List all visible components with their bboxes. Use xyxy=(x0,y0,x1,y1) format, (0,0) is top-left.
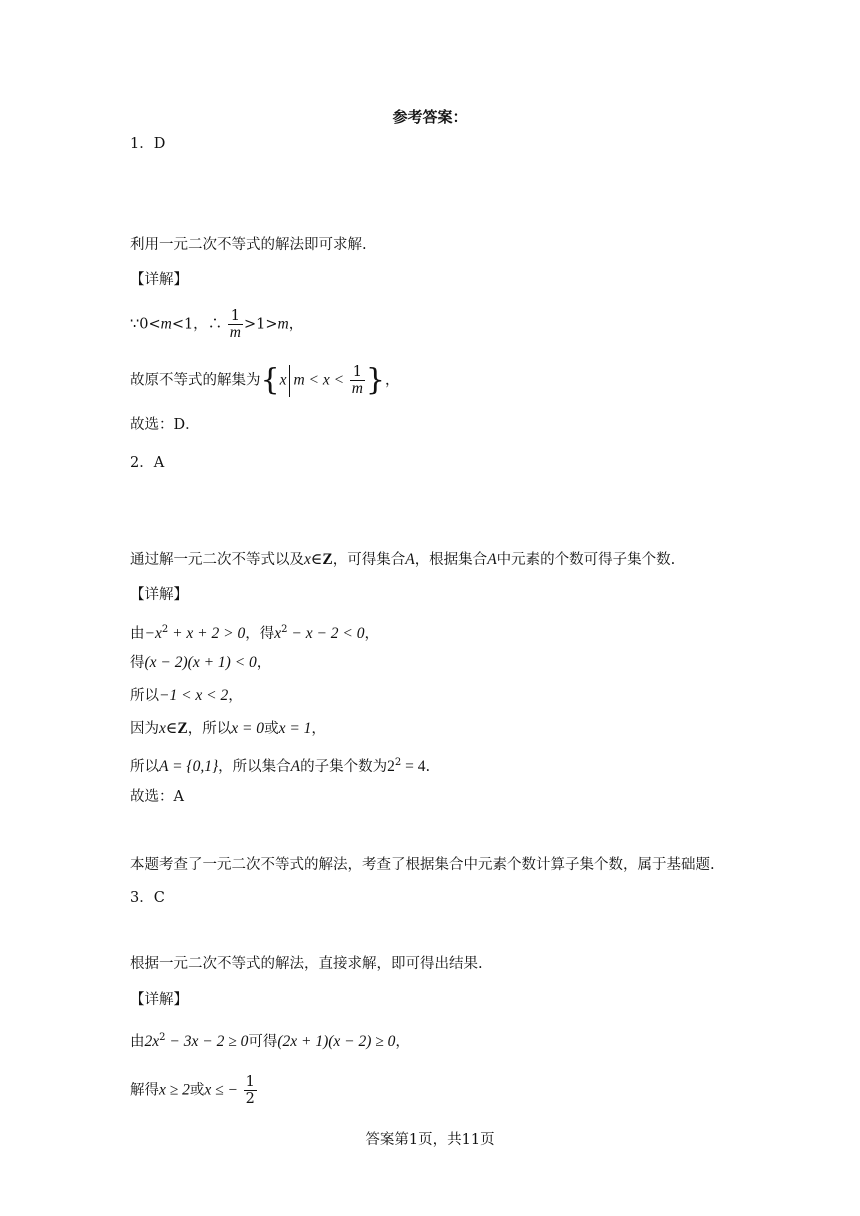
q3-l1-exp: 2 xyxy=(159,1032,166,1043)
q3-l2-a: 解得 xyxy=(130,1082,159,1099)
q2-l1-expr1: −x xyxy=(144,624,162,642)
q1-s2-numerator: 1 xyxy=(350,364,365,381)
q2-analysis-A2: A xyxy=(487,551,497,568)
q2-l3-a: 所以 xyxy=(130,688,159,704)
q1-s2-bar xyxy=(289,365,290,397)
q2-analysis-b: ，可得集合 xyxy=(332,552,406,568)
q2-comment: 本题考查了一元二次不等式的解法，考查了根据集合中元素个数计算子集个数，属于基础题. xyxy=(130,857,715,873)
q2-l5-b: ，所以集合 xyxy=(218,758,291,775)
q2-l4-x: x xyxy=(159,720,166,737)
q2-analysis xyxy=(130,550,675,570)
q1-s1-denominator: m xyxy=(229,324,241,341)
q1-s2-x: x xyxy=(279,371,287,389)
q3-l1-b: 可得 xyxy=(248,1033,278,1050)
q3-l2-denominator: 2 xyxy=(245,1091,255,1107)
page-footer: 答案第1页，共11页 xyxy=(365,1132,495,1148)
q2-l1-expr2b: − x − 2 < 0 xyxy=(287,624,365,642)
q2-l4-e1: x = 0 xyxy=(231,720,265,737)
q1-s1-m2: m xyxy=(277,315,289,333)
q3-answer: 3．C xyxy=(130,890,165,906)
q3-detail-label: 【详解】 xyxy=(130,992,188,1008)
q1-s2-end: ， xyxy=(385,372,400,389)
q1-s2-condition: m < x < xyxy=(293,371,345,389)
q2-l5-A: A xyxy=(290,757,301,775)
q3-analysis: 根据一元二次不等式的解法，直接求解，即可得出结果. xyxy=(130,956,483,972)
q1-detail-label: 【详解】 xyxy=(130,272,188,288)
q2-l2-a: 得 xyxy=(130,655,145,671)
q2-l4-b: ，所以 xyxy=(187,721,232,737)
q2-l2-expr: (x − 2)(x + 1) < 0 xyxy=(144,654,257,671)
q1-choose: 故选：D． xyxy=(130,417,200,433)
q3-l1-expr-a: 2x xyxy=(144,1032,160,1050)
q2-analysis-A1: A xyxy=(405,551,415,568)
page-title: 参考答案： xyxy=(392,108,468,126)
q1-answer: 1．D xyxy=(130,136,166,152)
q1-s1-end: ， xyxy=(288,316,304,333)
q2-l5-base: 2 xyxy=(387,757,395,775)
q2-l5-rest: = 4 xyxy=(401,757,426,775)
q1-s1-because: ∵0< xyxy=(130,316,161,333)
q3-l2-x: x ≤ − xyxy=(204,1081,238,1099)
q2-l4-d: ， xyxy=(311,721,326,737)
q2-l5-d: . xyxy=(425,758,431,775)
q1-step1 xyxy=(130,308,303,341)
q1-s2-fraction xyxy=(350,364,365,397)
q3-line1 xyxy=(130,1028,410,1052)
q2-l1-c: ， xyxy=(364,625,380,642)
q2-analysis-c: ，根据集合 xyxy=(414,552,488,568)
q2-analysis-d: 中元素的个数可得子集个数. xyxy=(496,552,676,568)
q2-analysis-x: x xyxy=(304,551,311,568)
q1-s1-m: m xyxy=(160,315,172,333)
q2-l4-c: 或 xyxy=(264,721,279,737)
q2-l4-e2: x = 1 xyxy=(278,720,312,737)
q2-l1-exp1: 2 xyxy=(161,624,169,635)
q3-line2 xyxy=(130,1074,258,1107)
q1-s1-therefore: ∴ xyxy=(207,316,223,333)
q1-s2-close-brace: } xyxy=(365,362,386,398)
q3-l1-expr2: (2x + 1)(x − 2) ≥ 0 xyxy=(277,1032,396,1050)
q2-l4-a: 因为 xyxy=(130,721,159,737)
q2-l4-in: ∈ xyxy=(165,720,178,737)
q1-s2-denominator: m xyxy=(351,380,363,397)
q2-l5-a: 所以 xyxy=(130,758,159,775)
q2-l1-exp2: 2 xyxy=(281,624,288,635)
q2-l1-b: ，得 xyxy=(245,625,275,642)
q2-l3-expr: −1 < x < 2 xyxy=(159,687,229,704)
q1-s1-numerator: 1 xyxy=(228,308,243,325)
q2-line1 xyxy=(130,620,379,644)
q1-step2 xyxy=(130,364,400,397)
q2-choose: 故选：A xyxy=(130,789,184,805)
q2-line4 xyxy=(130,719,326,739)
q3-l2-numerator: 1 xyxy=(245,1074,255,1090)
q3-l2-b: 或 xyxy=(189,1082,205,1099)
q2-l1-expr1b: + x + 2 > 0 xyxy=(168,624,246,642)
q2-l5-expr: A = {0,1} xyxy=(159,757,219,775)
q2-l3-b: ， xyxy=(228,688,243,704)
q2-answer: 2．A xyxy=(130,455,165,471)
q1-s1-lt1: <1， xyxy=(171,316,208,333)
q2-detail-label: 【详解】 xyxy=(130,587,188,603)
q1-s1-rest: >1> xyxy=(244,316,278,333)
q2-analysis-a: 通过解一元二次不等式以及 xyxy=(130,552,304,568)
q2-line5 xyxy=(130,753,430,777)
q2-analysis-z: Z xyxy=(322,551,333,568)
q1-s1-fraction xyxy=(228,308,243,341)
q1-s2-text: 故原不等式的解集为 xyxy=(130,372,261,389)
q2-l5-exp: 2 xyxy=(394,757,402,768)
q3-l1-c: ， xyxy=(395,1033,410,1050)
q2-l2-b: ， xyxy=(256,655,272,671)
q2-analysis-in: ∈ xyxy=(310,551,323,568)
q1-analysis: 利用一元二次不等式的解法即可求解. xyxy=(130,237,367,253)
q2-l1-expr2: x xyxy=(274,624,282,642)
q2-l1-a: 由 xyxy=(130,625,145,642)
q2-l5-c: 的子集个数为 xyxy=(300,758,388,775)
q2-line2 xyxy=(130,653,271,673)
q3-l2-expr: x ≥ 2 xyxy=(159,1081,190,1099)
q3-l1-expr-b: − 3x − 2 ≥ 0 xyxy=(165,1032,249,1050)
q1-s2-open-brace: { xyxy=(260,362,280,398)
q3-l2-fraction xyxy=(244,1074,257,1107)
q2-l4-z: Z xyxy=(177,720,188,737)
q2-line3 xyxy=(130,686,243,706)
q3-l1-a: 由 xyxy=(130,1033,145,1050)
